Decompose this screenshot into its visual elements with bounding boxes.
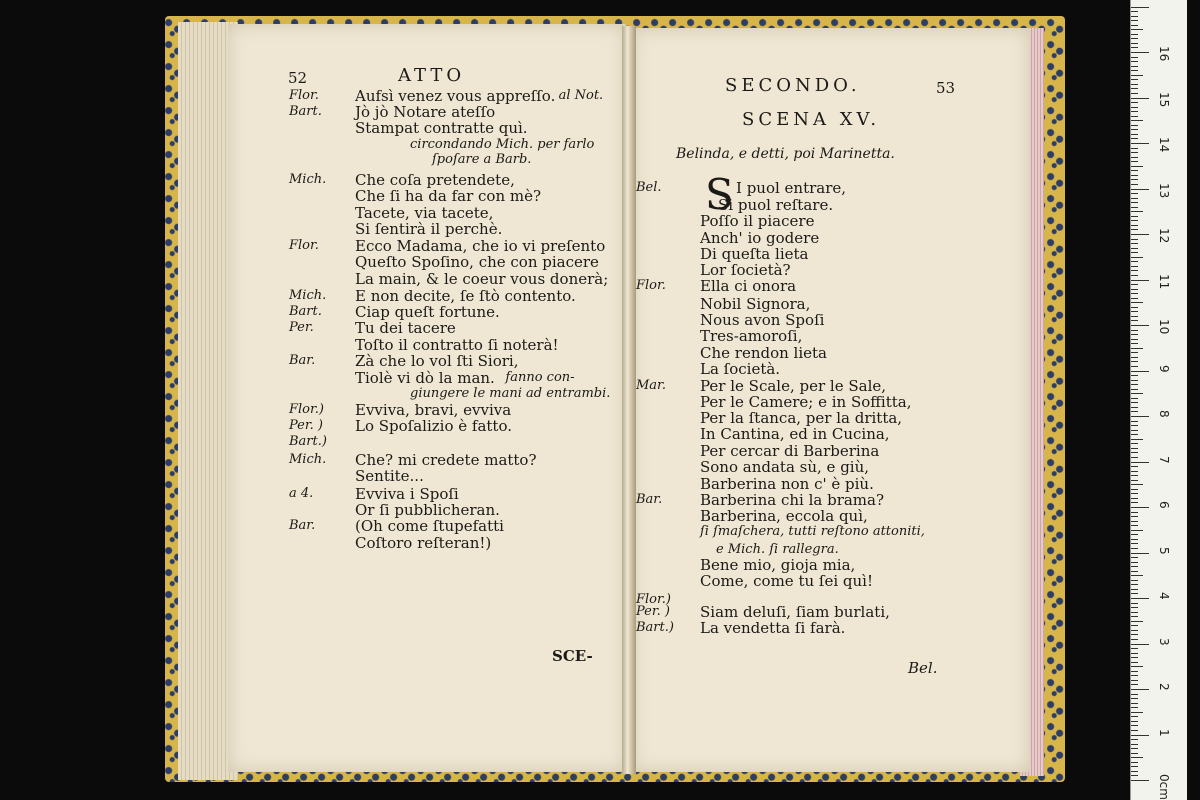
ruler-tick: [1131, 707, 1138, 708]
ruler-tick: [1131, 257, 1143, 258]
ruler-tick: [1131, 593, 1138, 594]
ruler-tick: [1131, 739, 1138, 740]
ruler-tick: [1131, 229, 1138, 230]
ruler-tick: [1131, 280, 1149, 281]
ruler-tick: [1131, 748, 1138, 749]
ruler-label: 1: [1157, 728, 1171, 737]
speaker-label: Bar.: [289, 353, 316, 368]
verse-line: Per le Scale, per le Sale,: [700, 377, 887, 395]
ruler-tick: [1131, 79, 1138, 80]
ruler-tick: [1131, 443, 1138, 444]
verse-line: Tu dei tacere: [355, 319, 456, 337]
ruler-tick: [1131, 721, 1138, 722]
ruler-label: 2: [1157, 683, 1171, 691]
ruler-tick: [1131, 753, 1138, 754]
ruler-tick: [1131, 148, 1138, 149]
ruler-tick: [1131, 562, 1138, 563]
ruler-tick: [1131, 502, 1138, 503]
stage-note: e Mich. ſi rallegra.: [716, 542, 839, 557]
ruler-tick: [1131, 225, 1138, 226]
ruler-tick: [1131, 98, 1149, 99]
ruler-tick: [1131, 580, 1138, 581]
left-catchword: SCE-: [552, 647, 593, 665]
ruler-tick: [1131, 598, 1149, 599]
ruler-tick: [1131, 439, 1143, 440]
ruler-tick: [1131, 507, 1149, 508]
speaker-label: Flor.: [289, 238, 319, 253]
ruler-tick: [1131, 648, 1138, 649]
ruler-tick: [1131, 684, 1138, 685]
ruler-tick: [1131, 612, 1138, 613]
ruler-tick: [1131, 138, 1138, 139]
verse-line: In Cantina, ed in Cucina,: [700, 425, 890, 443]
ruler-tick: [1131, 25, 1138, 26]
verse-line: Tacete, via tacete,: [355, 204, 494, 222]
ruler-tick: [1131, 143, 1149, 144]
ruler-tick: [1131, 725, 1138, 726]
verse-line: Ecco Madama, che io vi preſento: [355, 237, 606, 255]
ruler-tick: [1131, 47, 1138, 48]
ruler-tick: [1131, 348, 1143, 349]
verse-line: Per le Camere; e in Soffitta,: [700, 393, 912, 411]
verse-line: Tres-amoroſi,: [700, 327, 803, 345]
ruler-tick: [1131, 302, 1143, 303]
ruler-tick: [1131, 330, 1138, 331]
ruler-tick: [1131, 771, 1138, 772]
speaker-label: Bel.: [636, 180, 662, 195]
speaker-label: Mich.: [289, 288, 327, 303]
ruler-tick: [1131, 657, 1138, 658]
left-running-head: ATTO: [398, 65, 466, 86]
ruler-tick: [1131, 434, 1138, 435]
ruler-tick: [1131, 170, 1138, 171]
stage-note: ſpoſare a Barb.: [432, 152, 532, 167]
ruler-tick: [1131, 402, 1138, 403]
ruler-tick: [1131, 639, 1138, 640]
verse-line: Siam deluſi, ſiam burlati,: [700, 603, 890, 621]
ruler-tick: [1131, 644, 1149, 645]
ruler-tick: [1131, 116, 1138, 117]
ruler-label: 10: [1157, 319, 1171, 335]
ruler-tick: [1131, 57, 1138, 58]
ruler-tick: [1131, 411, 1138, 412]
speaker-label: Per.: [289, 320, 314, 335]
ruler-tick: [1131, 589, 1138, 590]
verse-line: Si puol reſtare.: [718, 196, 834, 214]
ruler-tick: [1131, 161, 1138, 162]
stage-note: giungere le mani ad entrambi.: [410, 386, 611, 401]
ruler-tick: [1131, 680, 1138, 681]
verse-line: Coſtoro reſteran!): [355, 534, 492, 552]
verse-line: Toſto il contratto ſi noterà!: [355, 336, 559, 354]
drop-cap: S: [705, 170, 734, 219]
ruler-label: 5: [1157, 546, 1171, 555]
ruler-tick: [1131, 530, 1143, 531]
verse-line: Come, come tu ſei quì!: [700, 572, 873, 590]
ruler-tick: [1131, 343, 1138, 344]
ruler-tick: [1131, 630, 1138, 631]
scene-title: SCENA XV.: [742, 109, 881, 130]
ruler-tick: [1131, 125, 1138, 126]
ruler-tick: [1131, 475, 1138, 476]
speaker-label: Bart.: [289, 304, 322, 319]
ruler-tick: [1131, 284, 1138, 285]
ruler-tick: [1131, 29, 1143, 30]
ruler-tick: [1131, 102, 1138, 103]
speaker-label: a 4.: [289, 486, 314, 501]
ruler-tick: [1131, 248, 1138, 249]
verse-line: Lo Spoſalizio è fatto.: [355, 417, 512, 435]
speaker-label: Per. ): [289, 418, 323, 433]
ruler-tick: [1131, 675, 1138, 676]
ruler-tick: [1131, 43, 1138, 44]
ruler-tick: [1131, 189, 1149, 190]
ruler-tick: [1131, 325, 1149, 326]
ruler-tick: [1131, 716, 1138, 717]
verse-line: La vendetta ſi farà.: [700, 619, 846, 637]
ruler-tick: [1131, 16, 1138, 17]
ruler-tick: [1131, 20, 1138, 21]
verse-line: Jò jò Notare ateſſo: [355, 103, 496, 121]
ruler-tick: [1131, 625, 1138, 626]
ruler-tick: [1131, 744, 1138, 745]
verse-line: (Oh come ſtupefatti: [355, 517, 504, 535]
verse-line: Sentite...: [355, 467, 424, 485]
ruler-tick: [1131, 202, 1138, 203]
ruler-tick: [1131, 653, 1138, 654]
ruler-tick: [1131, 566, 1138, 567]
ruler-tick: [1131, 134, 1138, 135]
ruler-tick: [1131, 243, 1138, 244]
ruler-tick: [1131, 320, 1138, 321]
speaker-label: Flor.): [636, 592, 671, 607]
ruler-tick: [1131, 311, 1138, 312]
ruler-tick: [1131, 553, 1149, 554]
ruler-tick: [1131, 184, 1138, 185]
ruler-tick: [1131, 498, 1138, 499]
ruler-tick: [1131, 766, 1138, 767]
verse-line: Aufsì venez vous appreſſo.: [355, 87, 556, 105]
verse-line: Nobil Signora,: [700, 295, 811, 313]
ruler-tick: [1131, 239, 1138, 240]
ruler-tick: [1131, 512, 1138, 513]
ruler-tick: [1131, 607, 1138, 608]
ruler-tick: [1131, 571, 1138, 572]
ruler-tick: [1131, 735, 1149, 736]
ruler-tick: [1131, 525, 1138, 526]
speaker-label: Mich.: [289, 172, 327, 187]
ruler-tick: [1131, 307, 1138, 308]
ruler-tick: [1131, 616, 1138, 617]
verse-line: Evviva, bravi, evviva: [355, 401, 512, 419]
ruler-label: 0cm: [1157, 774, 1171, 800]
verse-line: Che coſa pretendete,: [355, 171, 515, 189]
ruler-label: 16: [1157, 46, 1171, 62]
ruler-tick: [1131, 457, 1138, 458]
stage-note: fanno con-: [505, 370, 575, 385]
speaker-label: Flor.: [289, 88, 319, 103]
verse-line: Barberina chi la brama?: [700, 491, 885, 509]
speaker-label: Bart.): [289, 434, 327, 449]
ruler-tick: [1131, 220, 1138, 221]
verse-line: Ella ci onora: [700, 277, 797, 295]
ruler-tick: [1131, 266, 1138, 267]
ruler-tick: [1131, 316, 1138, 317]
ruler-tick: [1131, 462, 1149, 463]
speaker-label: Flor.: [636, 278, 666, 293]
ruler-tick: [1131, 466, 1138, 467]
ruler-tick: [1131, 575, 1143, 576]
verse-line: Barberina non c' è più.: [700, 475, 874, 493]
ruler-label: 6: [1157, 501, 1171, 509]
ruler-tick: [1131, 584, 1138, 585]
ruler-tick: [1131, 666, 1143, 667]
stage-note: al Not.: [558, 88, 604, 103]
verse-line: Per cercar di Barberina: [700, 442, 880, 460]
ruler-tick: [1131, 603, 1138, 604]
ruler-tick: [1131, 66, 1138, 67]
ruler-tick: [1131, 430, 1138, 431]
ruler-tick: [1131, 361, 1138, 362]
ruler-tick: [1131, 261, 1138, 262]
verse-line: I puol entrare,: [736, 179, 847, 197]
left-page-number: 52: [288, 69, 308, 87]
ruler-label: 9: [1157, 364, 1171, 373]
ruler-tick: [1131, 111, 1138, 112]
ruler-tick: [1131, 371, 1149, 372]
ruler-tick: [1131, 521, 1138, 522]
verse-line: Ciap queſt fortune.: [355, 303, 500, 321]
ruler-label: 15: [1157, 91, 1171, 107]
ruler-tick: [1131, 34, 1138, 35]
stage-note: circondando Mich. per farlo: [410, 137, 595, 152]
verse-line: La ſocietà.: [700, 360, 781, 378]
ruler-tick: [1131, 703, 1138, 704]
ruler-tick: [1131, 698, 1138, 699]
ruler-tick: [1131, 539, 1138, 540]
ruler-label: 4: [1157, 592, 1171, 600]
ruler-tick: [1131, 775, 1138, 776]
speaker-label: Bar.: [636, 492, 663, 507]
speaker-label: Mich.: [289, 452, 327, 467]
ruler-tick: [1131, 689, 1149, 690]
ruler-tick: [1131, 380, 1138, 381]
speaker-label: Bar.: [289, 518, 316, 533]
verse-line: Sono andata sù, e giù,: [700, 458, 870, 476]
ruler-tick: [1131, 179, 1138, 180]
verse-line: Barberina, eccola quì,: [700, 507, 868, 525]
ruler-tick: [1131, 252, 1138, 253]
ruler-tick: [1131, 298, 1138, 299]
ruler-tick: [1131, 493, 1138, 494]
right-page-number: 53: [936, 79, 956, 97]
ruler-tick: [1131, 516, 1138, 517]
verse-line: E non decite, ſe ſtò contento.: [355, 287, 576, 305]
verse-line: Queſto Spoſino, che con piacere: [355, 253, 599, 271]
right-running-head: SECONDO.: [725, 75, 861, 96]
speaker-label: Flor.): [289, 402, 324, 417]
verse-line: La main, & le coeur vous donerà;: [355, 270, 609, 288]
ruler-tick: [1131, 70, 1138, 71]
ruler-tick: [1131, 198, 1138, 199]
verse-line: Anch' io godere: [700, 229, 820, 247]
stage-direction: Belinda, e detti, poi Marinetta.: [676, 146, 895, 162]
ruler-tick: [1131, 166, 1143, 167]
verse-line: Tiolè vi dò la man.: [355, 369, 495, 387]
ruler-tick: [1131, 557, 1138, 558]
ruler-label: 14: [1157, 137, 1171, 153]
verse-line: Che ſi ha da far con mè?: [355, 187, 542, 205]
ruler-label: 7: [1157, 455, 1171, 464]
ruler-tick: [1131, 366, 1138, 367]
ruler-tick: [1131, 480, 1138, 481]
ruler-tick: [1131, 671, 1138, 672]
ruler-tick: [1131, 152, 1138, 153]
ruler-tick: [1131, 157, 1138, 158]
ruler-tick: [1131, 471, 1138, 472]
ruler-tick: [1131, 7, 1149, 8]
verse-line: Zà che lo vol ſti Siori,: [355, 352, 519, 370]
right-catchword: Bel.: [908, 659, 938, 677]
ruler-tick: [1131, 448, 1138, 449]
ruler-tick: [1131, 52, 1149, 53]
stage-note: ſi ſmaſchera, tutti reſtono attoniti,: [700, 524, 925, 539]
ruler-tick: [1131, 548, 1138, 549]
ruler-tick: [1131, 452, 1138, 453]
ruler-tick: [1131, 421, 1138, 422]
ruler-tick: [1131, 334, 1138, 335]
ruler-label: 3: [1157, 637, 1171, 646]
ruler-tick: [1131, 425, 1138, 426]
ruler-tick: [1131, 634, 1138, 635]
verse-line: Or ſi pubblicheran.: [355, 501, 500, 519]
ruler-tick: [1131, 712, 1143, 713]
ruler-tick: [1131, 757, 1143, 758]
ruler-tick: [1131, 780, 1149, 781]
ruler-tick: [1131, 270, 1138, 271]
verse-line: Che? mi credete matto?: [355, 451, 537, 469]
ruler-tick: [1131, 234, 1149, 235]
verse-line: Poſſo il piacere: [700, 212, 815, 230]
book-gutter: [622, 26, 636, 774]
ruler-tick: [1131, 384, 1138, 385]
ruler-tick: [1131, 357, 1138, 358]
verse-line: Di queſta lieta: [700, 245, 809, 263]
verse-line: Per la ſtanca, per la dritta,: [700, 409, 903, 427]
ruler-tick: [1131, 393, 1143, 394]
ruler-tick: [1131, 93, 1138, 94]
ruler-tick: [1131, 543, 1138, 544]
verse-line: Che rendon lieta: [700, 344, 827, 362]
ruler-tick: [1131, 762, 1138, 763]
ruler-tick: [1131, 275, 1138, 276]
ruler-tick: [1131, 88, 1138, 89]
ruler-tick: [1131, 289, 1138, 290]
ruler-tick: [1131, 11, 1138, 12]
ruler-tick: [1131, 389, 1138, 390]
ruler-label: 8: [1157, 410, 1171, 418]
ruler-tick: [1131, 489, 1138, 490]
ruler-tick: [1131, 61, 1138, 62]
ruler-tick: [1131, 730, 1138, 731]
ruler-label: 11: [1157, 273, 1171, 289]
ruler-tick: [1131, 398, 1138, 399]
verse-line: Lor ſocietà?: [700, 261, 791, 279]
ruler-label: 13: [1157, 182, 1171, 198]
verse-line: Bene mio, gioja mia,: [700, 556, 856, 574]
ruler-tick: [1131, 293, 1138, 294]
ruler-tick: [1131, 175, 1138, 176]
speaker-label: Bart.: [289, 104, 322, 119]
ruler-tick: [1131, 416, 1149, 417]
ruler-tick: [1131, 407, 1138, 408]
verse-line: Si ſentirà il perchè.: [355, 220, 503, 238]
ruler-tick: [1131, 216, 1138, 217]
verse-line: Nous avon Spoſi: [700, 311, 825, 329]
measurement-ruler: [1130, 0, 1187, 800]
speaker-label: Bart.): [636, 620, 674, 635]
speaker-label: Per. ): [636, 604, 670, 619]
ruler-tick: [1131, 193, 1138, 194]
ruler-tick: [1131, 38, 1138, 39]
ruler-tick: [1131, 84, 1138, 85]
ruler-tick: [1131, 75, 1143, 76]
verse-line: Evviva i Spoſi: [355, 485, 459, 503]
verse-line: Stampat contratte quì.: [355, 119, 528, 137]
ruler-tick: [1131, 352, 1138, 353]
ruler-tick: [1131, 339, 1138, 340]
ruler-tick: [1131, 207, 1138, 208]
ruler-tick: [1131, 662, 1138, 663]
ruler-tick: [1131, 120, 1143, 121]
ruler-tick: [1131, 694, 1138, 695]
ruler-tick: [1131, 375, 1138, 376]
ruler-tick: [1131, 621, 1143, 622]
ruler-tick: [1131, 107, 1138, 108]
ruler-label: 12: [1157, 228, 1171, 244]
speaker-label: Mar.: [636, 378, 666, 393]
ruler-tick: [1131, 211, 1143, 212]
ruler-tick: [1131, 534, 1138, 535]
ruler-tick: [1131, 484, 1143, 485]
ruler-tick: [1131, 129, 1138, 130]
